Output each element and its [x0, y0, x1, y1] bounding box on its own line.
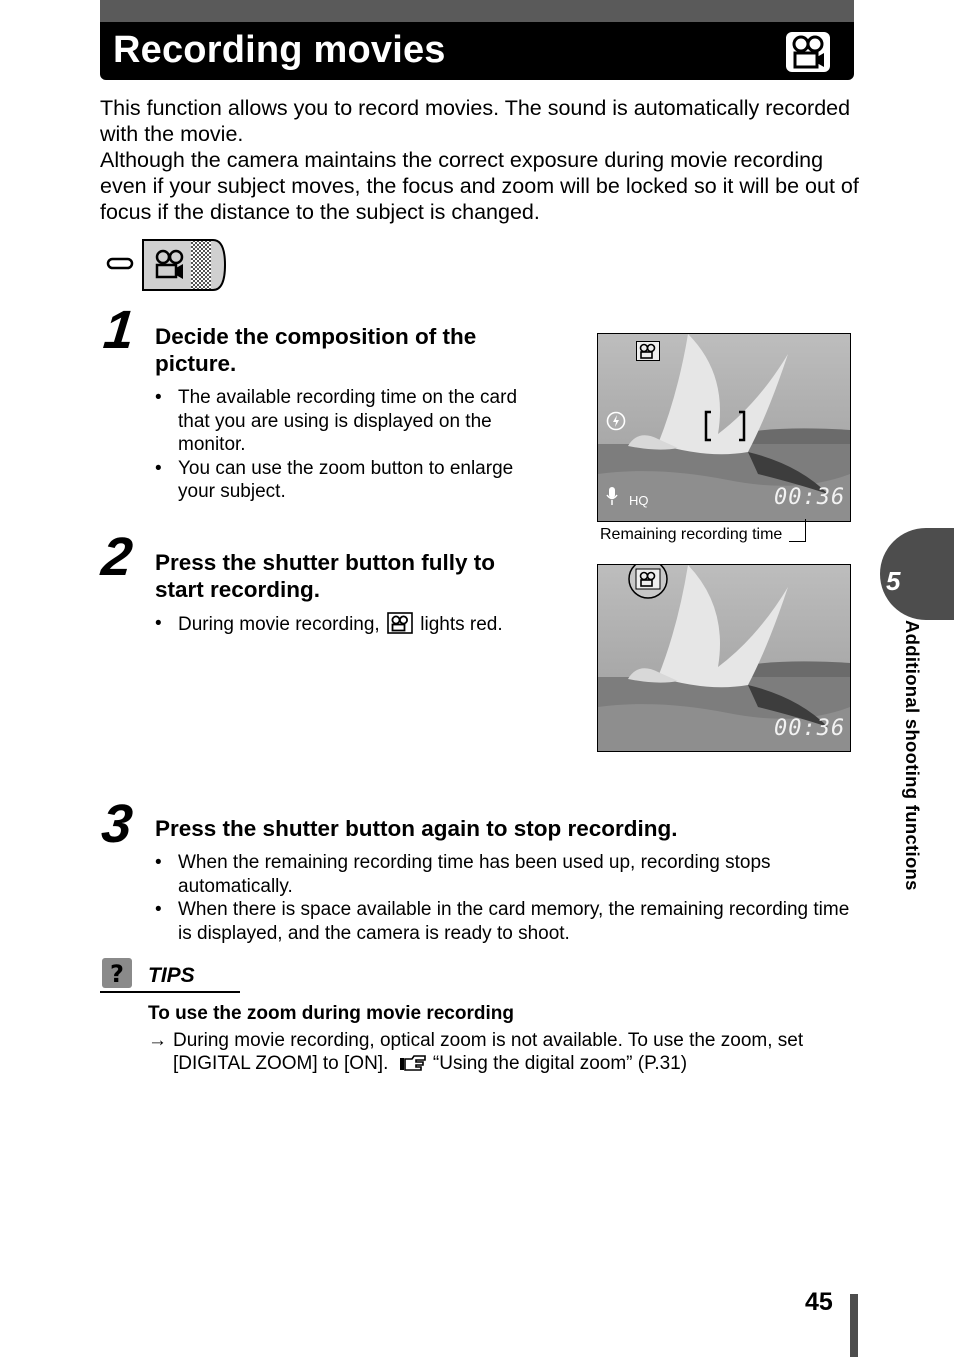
remaining-time-readout: 00:36: [774, 716, 846, 741]
tips-body-line1: During movie recording, optical zoom is not available. To use the zoom, set: [173, 1030, 804, 1051]
page-number: 45: [805, 1288, 833, 1316]
tips-label: TIPS: [148, 964, 195, 987]
step-2-heading: [155, 549, 575, 603]
title-strip: [100, 0, 854, 22]
movie-mode-indicator-icon: [387, 612, 413, 641]
list-item: [155, 612, 555, 641]
step-2-bullet-suffix: lights red.: [420, 614, 503, 635]
arrow-icon: →: [148, 1030, 167, 1051]
chapter-label: Additional shooting functions: [902, 620, 923, 891]
tips-body-line2: [DIGITAL ZOOM] to [ON].: [173, 1053, 389, 1074]
step-2-bullets: [155, 612, 555, 641]
step-3-heading: Press the shutter button again to stop recording.: [155, 816, 678, 841]
step-3-bullets: [155, 851, 855, 945]
remaining-time-caption: Remaining recording time: [600, 526, 783, 543]
step-3-number: 3: [98, 794, 136, 854]
list-item: • When the remaining recording time has been used up, recording stops automatically.: [155, 851, 855, 898]
page-reference-link[interactable]: “Using the digital zoom” (P.31): [432, 1053, 688, 1074]
page-title: Recording movies: [113, 29, 446, 71]
intro-paragraph-2: Although the camera maintains the correct exposure during movie recording even if your subject moves, the focus and zoom will be locked so it will be out of focus if the distance to the subject is changed.: [100, 148, 859, 224]
tips-subheading: To use the zoom during movie recording: [148, 1003, 514, 1024]
tips-body: [148, 1029, 858, 1078]
svg-text:?: ?: [110, 960, 124, 988]
chapter-tab[interactable]: [880, 528, 954, 620]
title-bar: [100, 0, 854, 80]
recording-indicator-icon: [626, 564, 670, 604]
step-1-heading-line1: Decide the composition of the: [155, 324, 477, 349]
reference-hand-icon: [400, 1054, 426, 1078]
flash-off-icon: [606, 411, 626, 436]
step-2-bullet-prefix: During movie recording,: [178, 614, 380, 635]
monitor-screen-2: [597, 564, 851, 752]
quality-label: HQ: [629, 493, 649, 508]
list-item: • You can use the zoom button to enlarge your subject.: [155, 457, 545, 504]
tips-underline: [100, 991, 240, 993]
intro-text: [100, 95, 860, 225]
list-item: • When there is space available in the card memory, the remaining recording time is displayed, and the camera is ready to shoot.: [155, 898, 855, 945]
movie-mode-icon: [786, 32, 830, 72]
chapter-number: 5: [886, 566, 901, 596]
step-2-heading-line2: start recording.: [155, 577, 321, 602]
step-1-heading: [155, 323, 575, 377]
microphone-icon: [606, 486, 618, 511]
page-edge-bar: [850, 1294, 858, 1357]
af-target-mark: [704, 410, 746, 447]
step-2-number: 2: [98, 527, 136, 587]
step-1-bullets: [155, 386, 545, 504]
list-item: • The available recording time on the card that you are using is displayed on the monitor.: [155, 386, 545, 457]
caption-leader-line: [789, 519, 806, 542]
remaining-time-readout: 00:36: [774, 485, 846, 510]
tips-question-icon: [102, 958, 132, 993]
movie-mode-indicator-icon: [636, 341, 660, 366]
step-2-heading-line1: Press the shutter button fully to: [155, 550, 496, 575]
step-1-heading-line2: picture.: [155, 351, 237, 376]
intro-paragraph-1: This function allows you to record movies. The sound is automatically recorded with the movie.: [100, 96, 851, 146]
monitor-screen-1: [597, 333, 851, 522]
step-1-number: 1: [100, 300, 138, 360]
mode-dial-illustration: [105, 236, 230, 294]
